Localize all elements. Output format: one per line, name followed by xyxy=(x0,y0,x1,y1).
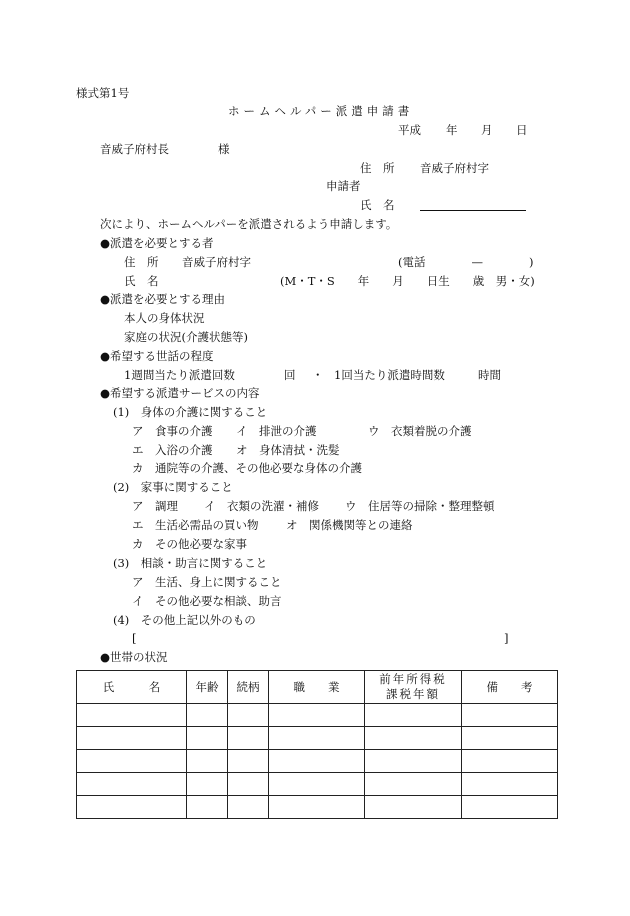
person-address-label: 住 所 xyxy=(124,255,159,269)
services-heading: ●希望する派遣サービスの内容 xyxy=(100,386,260,400)
person-heading: ●派遣を必要とする者 xyxy=(100,236,214,250)
degree-times: 回 xyxy=(284,368,296,382)
person-address-value: 音威子府村字 xyxy=(182,255,251,269)
person-phone: (電話 — ) xyxy=(398,255,534,269)
date-era: 平成 xyxy=(398,123,421,137)
applicant-name-line[interactable] xyxy=(420,210,526,211)
table-row xyxy=(77,796,558,819)
service-1-e: エ 入浴の介護 xyxy=(132,443,213,457)
form-title: ホームヘルパー派遣申請書 xyxy=(228,104,414,118)
addressee-honorific: 様 xyxy=(218,142,230,156)
household-table xyxy=(76,670,558,819)
service-group-1: (1) 身体の介護に関すること xyxy=(113,405,268,419)
household-heading: ●世帯の状況 xyxy=(100,650,168,664)
col-relation: 続柄 xyxy=(228,671,269,704)
addressee-name: 音威子府村長 xyxy=(100,142,169,156)
degree-heading: ●希望する世話の程度 xyxy=(100,349,214,363)
table-row xyxy=(77,773,558,796)
service-2-u: ウ 住居等の掃除・整理整頓 xyxy=(345,499,495,513)
bracket-close: ] xyxy=(504,631,509,645)
table-row xyxy=(77,727,558,750)
bracket-open: [ xyxy=(132,631,137,645)
service-2-a: ア 調理 xyxy=(132,499,178,513)
service-2-ka: カ その他必要な家事 xyxy=(132,537,247,551)
applicant-name-label: 氏 名 xyxy=(360,198,395,212)
col-name: 氏 名 xyxy=(77,671,187,704)
col-occupation: 職 業 xyxy=(269,671,365,704)
col-remarks: 備 考 xyxy=(462,671,558,704)
form-number: 様式第1号 xyxy=(76,86,130,100)
col-age: 年齢 xyxy=(187,671,228,704)
service-group-3: (3) 相談・助言に関すること xyxy=(113,556,268,570)
service-group-2: (2) 家事に関すること xyxy=(113,480,233,494)
service-1-o: オ 身体清拭・洗髪 xyxy=(236,443,340,457)
service-3-i: イ その他必要な相談、助言 xyxy=(132,594,282,608)
reason-heading: ●派遣を必要とする理由 xyxy=(100,292,226,306)
person-name-label: 氏 名 xyxy=(124,274,159,288)
service-2-o: オ 関係機関等との連絡 xyxy=(286,518,413,532)
service-1-i: イ 排泄の介護 xyxy=(236,424,317,438)
reason-item-family: 家庭の状況(介護状態等) xyxy=(124,330,248,344)
table-row xyxy=(77,750,558,773)
table-row xyxy=(77,704,558,727)
degree-hours: 時間 xyxy=(478,368,501,382)
person-birth: (M・T・S 年 月 日生 歳 男・女) xyxy=(280,274,535,288)
degree-weekly: 1週間当たり派遣回数 xyxy=(124,368,235,382)
household-header-row xyxy=(77,671,558,704)
service-3-a: ア 生活、身上に関すること xyxy=(132,575,282,589)
date-month: 月 xyxy=(481,123,493,137)
col-income-tax: 前年所得税 課税年額 xyxy=(365,671,462,704)
applicant-label: 申請者 xyxy=(326,179,361,193)
degree-hours-per: 1回当たり派遣時間数 xyxy=(334,368,445,382)
date-day: 日 xyxy=(516,123,528,137)
service-1-u: ウ 衣類着脱の介護 xyxy=(368,424,472,438)
date-year: 年 xyxy=(446,123,458,137)
service-2-e: エ 生活必需品の買い物 xyxy=(132,518,259,532)
intro-text: 次により、ホームヘルパーを派遣されるよう申請します。 xyxy=(100,217,398,231)
applicant-address-label: 住 所 xyxy=(360,161,395,175)
reason-item-body: 本人の身体状況 xyxy=(124,311,205,325)
service-1-ka: カ 通院等の介護、その他必要な身体の介護 xyxy=(132,461,362,475)
degree-dot: ・ xyxy=(312,368,324,382)
service-1-a: ア 食事の介護 xyxy=(132,424,213,438)
service-group-4: (4) その他上記以外のもの xyxy=(113,613,256,627)
service-2-i: イ 衣類の洗濯・補修 xyxy=(204,499,319,513)
applicant-address-value: 音威子府村字 xyxy=(420,161,489,175)
